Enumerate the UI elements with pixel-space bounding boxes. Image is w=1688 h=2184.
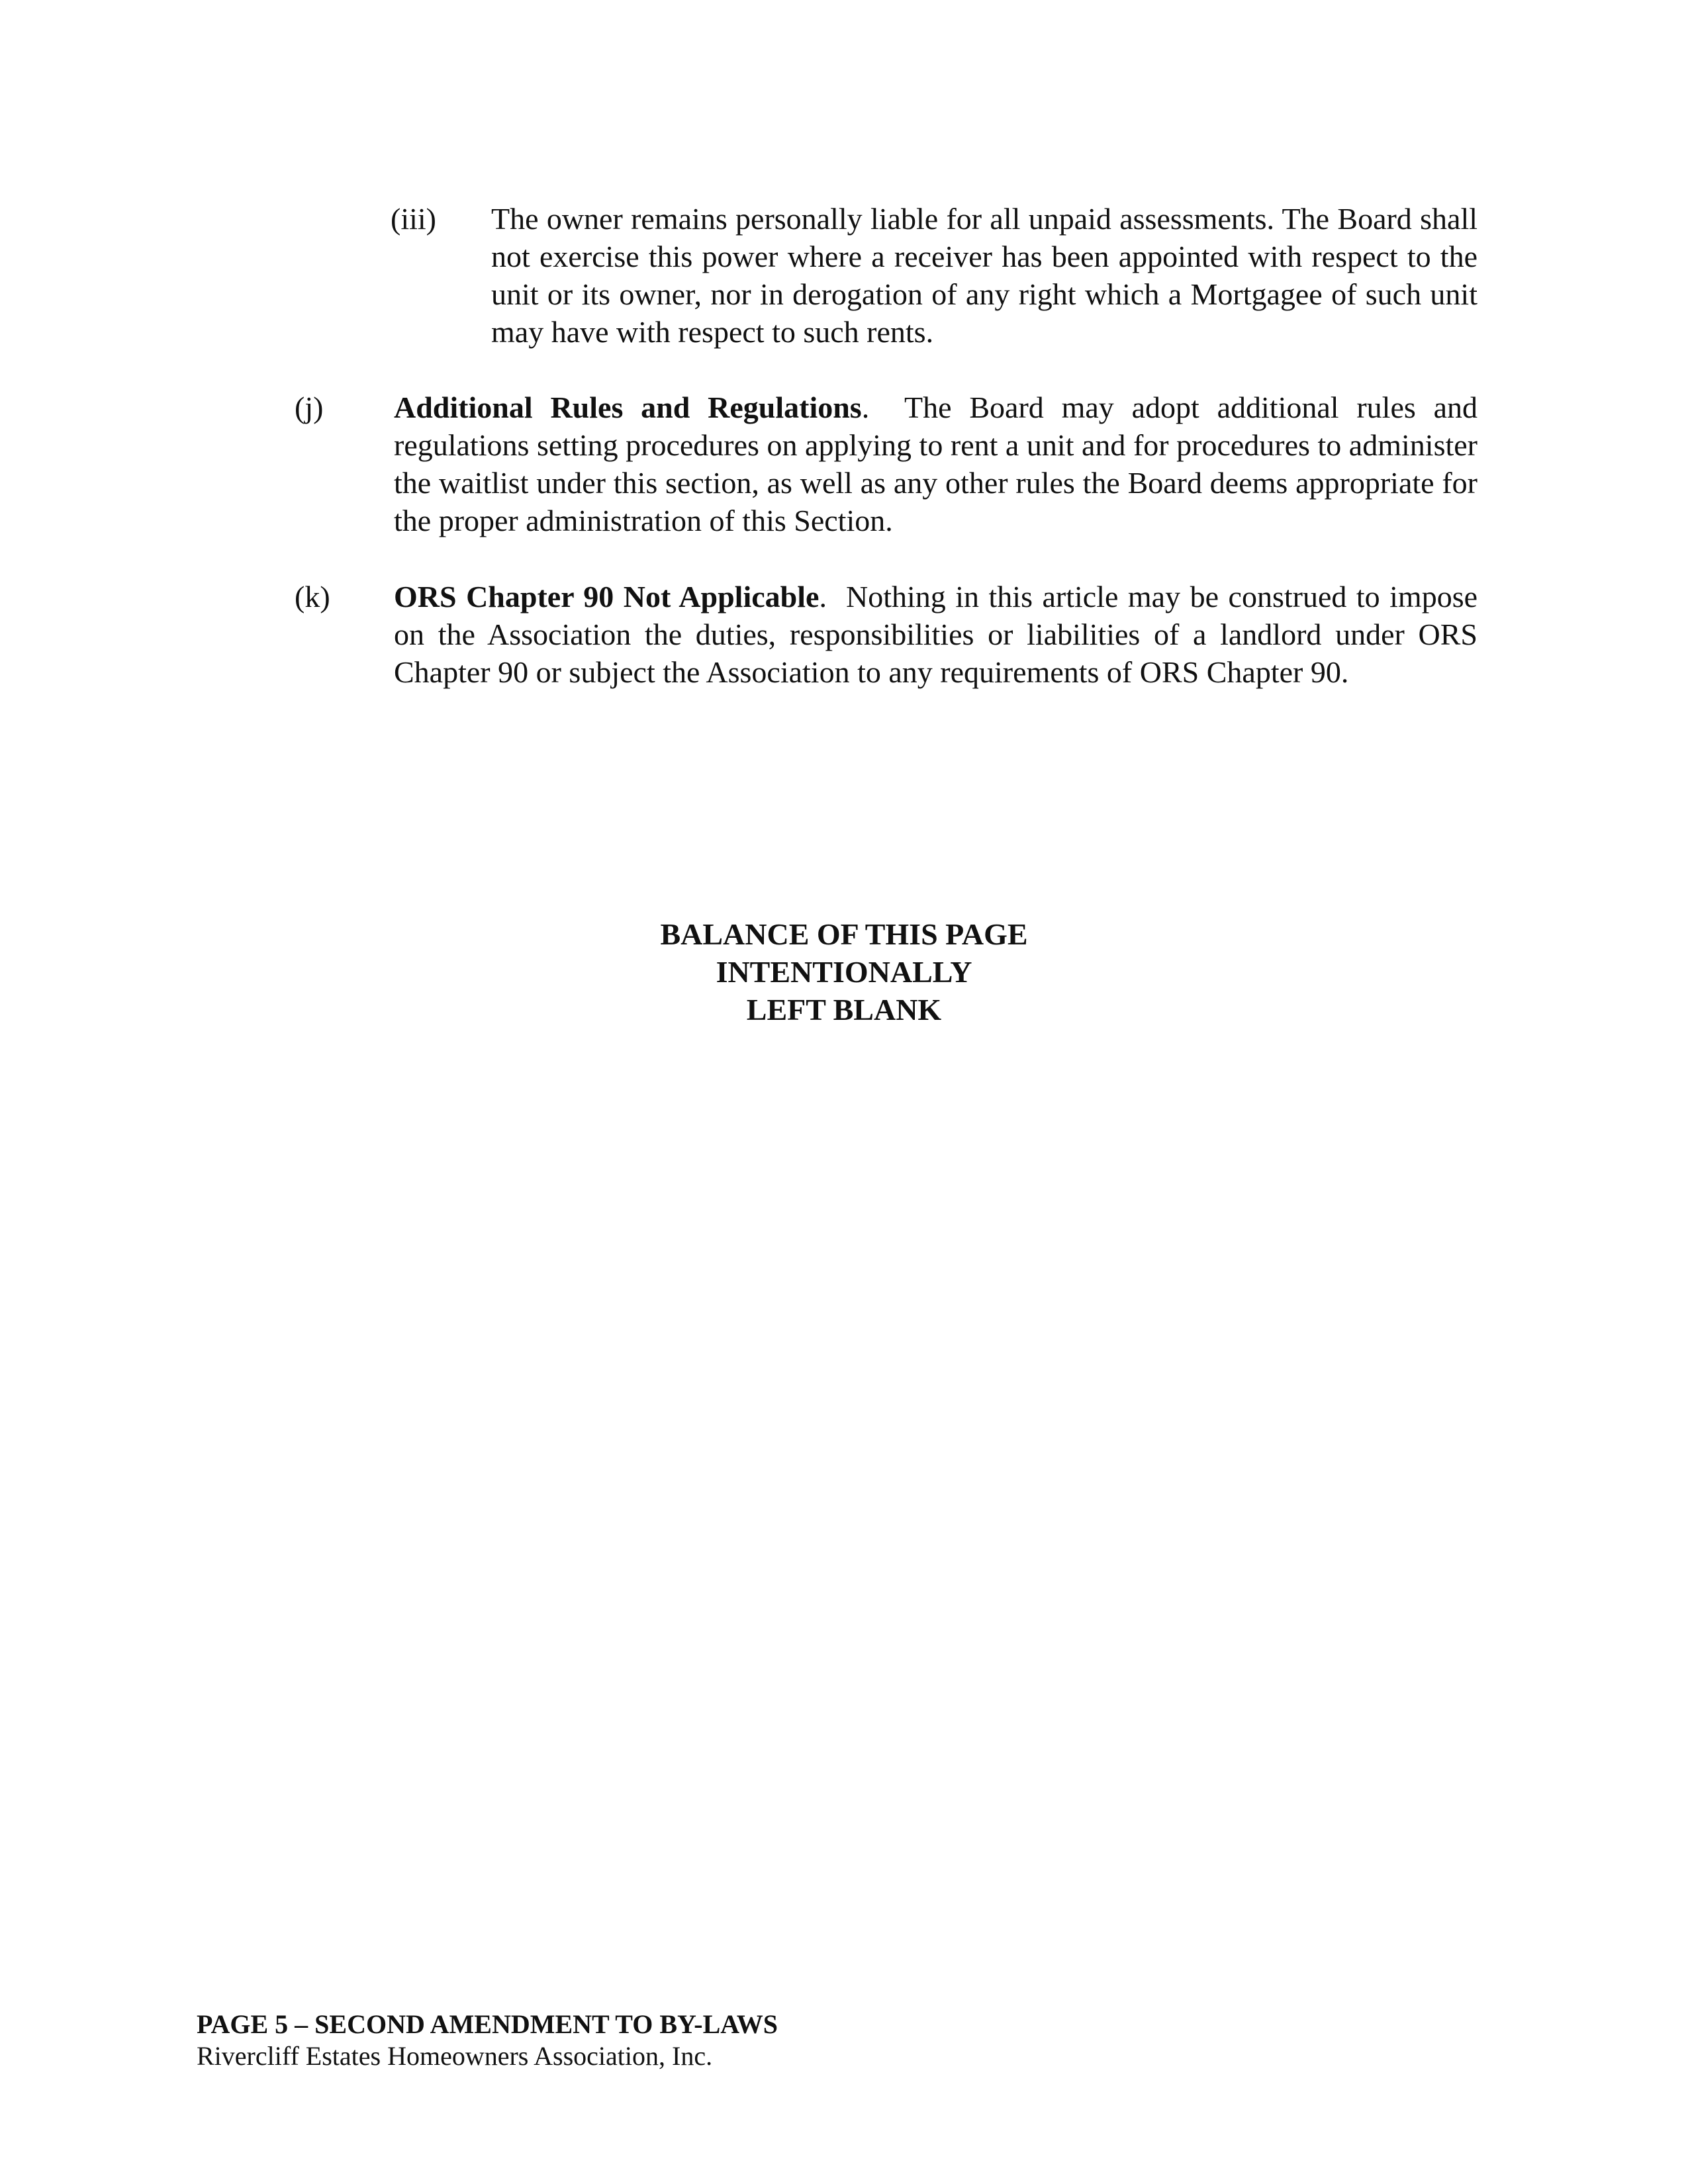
section-marker-j: (j) (295, 390, 324, 424)
blank-notice-line-2: INTENTIONALLY (716, 955, 972, 989)
section-k-text: Nothing in this article may be construed to impose on the Association the duties, responsibilities or liabilities of a landlord under ORS Chapter 90 or subject the Association to any requirements of ORS Chapter 90. (394, 580, 1478, 689)
section-j-text: The Board may adopt additional rules and regulations setting procedures on applying to rent a unit and for procedures to administer the waitlist under this section, as well as any other rules the Board deems appropriate for the proper administration of this Section. (394, 390, 1477, 537)
subsection-marker-iii: (iii) (391, 202, 436, 236)
footer-title: PAGE 5 – SECOND AMENDMENT TO BY-LAWS (197, 2009, 778, 2039)
section-j-heading-punct: . (861, 390, 870, 424)
section-k-heading-punct: . (819, 580, 827, 614)
section-k-heading: ORS Chapter 90 Not Applicable (394, 580, 820, 614)
blank-notice-line-1: BALANCE OF THIS PAGE (660, 917, 1028, 951)
page-footer (197, 2009, 778, 2072)
blank-notice-line-3: LEFT BLANK (746, 993, 942, 1026)
section-marker-k: (k) (295, 580, 330, 614)
section-j-paragraph (394, 388, 1477, 539)
subsection-iii-text: The owner remains personally liable for all unpaid assessments. The Board shall not exercise this power where a receiver has been appointed with respect to the unit or its owner, nor in derogation of any right which a Mortgagee of such unit may have with respect to such rents. (491, 202, 1477, 349)
footer-organization: Rivercliff Estates Homeowners Association, Inc. (197, 2041, 713, 2071)
blank-page-notice (0, 915, 1688, 1028)
section-j-heading: Additional Rules and Regulations (394, 390, 862, 424)
section-k-paragraph (394, 578, 1477, 691)
